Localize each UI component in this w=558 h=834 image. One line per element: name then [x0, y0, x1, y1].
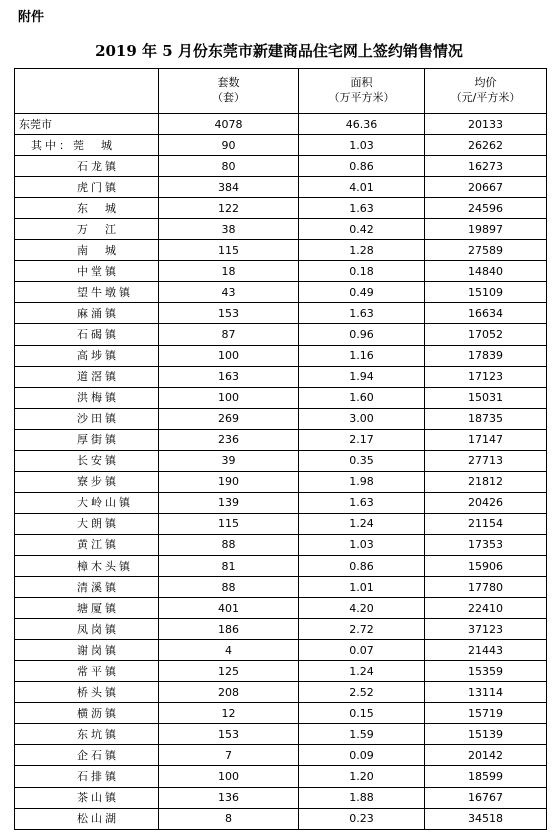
- district-name-cell: 其中：莞 城: [15, 135, 159, 156]
- units-cell: 88: [159, 577, 299, 598]
- area-cell: 2.72: [299, 619, 425, 640]
- table-row: [15, 324, 547, 345]
- area-cell: 1.63: [299, 198, 425, 219]
- table-row: [15, 156, 547, 177]
- area-cell: 2.52: [299, 682, 425, 703]
- district-name-cell: 清溪镇: [15, 577, 159, 598]
- page-title: 2019 年 5 月份东莞市新建商品住宅网上签约销售情况: [95, 42, 463, 60]
- area-cell: 1.24: [299, 513, 425, 534]
- table-row: [15, 471, 547, 492]
- column-header-units-label: 套数: [217, 76, 240, 90]
- district-name-cell: 望牛墩镇: [15, 282, 159, 303]
- avg-price-cell: 17052: [425, 324, 547, 345]
- area-cell: 4.20: [299, 598, 425, 619]
- district-name-cell: 茶山镇: [15, 787, 159, 808]
- units-cell: 100: [159, 387, 299, 408]
- district-name-cell: 东 城: [15, 198, 159, 219]
- avg-price-cell: 14840: [425, 261, 547, 282]
- table-row: [15, 198, 547, 219]
- units-cell: 12: [159, 703, 299, 724]
- district-name-cell: 石碣镇: [15, 324, 159, 345]
- sales-table: [14, 68, 547, 830]
- avg-price-cell: 34518: [425, 808, 547, 829]
- units-cell: 90: [159, 135, 299, 156]
- units-cell: 236: [159, 429, 299, 450]
- district-name-cell: 横沥镇: [15, 703, 159, 724]
- avg-price-cell: 17123: [425, 366, 547, 387]
- units-cell: 100: [159, 766, 299, 787]
- units-cell: 4: [159, 640, 299, 661]
- district-name-cell: 麻涌镇: [15, 303, 159, 324]
- area-cell: 1.03: [299, 135, 425, 156]
- column-header-units: [159, 69, 299, 114]
- area-cell: 1.20: [299, 766, 425, 787]
- area-cell: 0.15: [299, 703, 425, 724]
- area-cell: 1.03: [299, 534, 425, 555]
- column-header-district: [15, 69, 159, 114]
- units-cell: 384: [159, 177, 299, 198]
- district-name-cell: 寮步镇: [15, 471, 159, 492]
- avg-price-cell: 15031: [425, 387, 547, 408]
- district-name-cell: 南 城: [15, 240, 159, 261]
- district-name-cell: 中堂镇: [15, 261, 159, 282]
- avg-price-cell: 17780: [425, 577, 547, 598]
- units-cell: 401: [159, 598, 299, 619]
- district-name-cell: 石龙镇: [15, 156, 159, 177]
- table-header-row: [15, 69, 547, 114]
- area-cell: 0.42: [299, 219, 425, 240]
- table-row: [15, 492, 547, 513]
- avg-price-cell: 20133: [425, 114, 547, 135]
- table-row: [15, 450, 547, 471]
- area-cell: 46.36: [299, 114, 425, 135]
- district-name-cell: 洪梅镇: [15, 387, 159, 408]
- district-name-cell: 东莞市: [15, 114, 159, 135]
- area-cell: 0.49: [299, 282, 425, 303]
- district-name-cell: 企石镇: [15, 745, 159, 766]
- district-name-cell: 松山湖: [15, 808, 159, 829]
- column-header-area-unit: （万平方米）: [328, 91, 395, 104]
- area-cell: 1.59: [299, 724, 425, 745]
- table-row: [15, 408, 547, 429]
- table-row: [15, 114, 547, 135]
- area-cell: 1.60: [299, 387, 425, 408]
- column-header-area: [299, 69, 425, 114]
- area-cell: 1.24: [299, 661, 425, 682]
- column-header-area-label: 面积: [350, 76, 373, 90]
- avg-price-cell: 21443: [425, 640, 547, 661]
- units-cell: 269: [159, 408, 299, 429]
- district-name-cell: 黄江镇: [15, 534, 159, 555]
- avg-price-cell: 16634: [425, 303, 547, 324]
- avg-price-cell: 22410: [425, 598, 547, 619]
- units-cell: 122: [159, 198, 299, 219]
- district-name-cell: 塘厦镇: [15, 598, 159, 619]
- avg-price-cell: 16767: [425, 787, 547, 808]
- units-cell: 115: [159, 240, 299, 261]
- table-row: [15, 640, 547, 661]
- district-name-cell: 虎门镇: [15, 177, 159, 198]
- area-cell: 0.18: [299, 261, 425, 282]
- table-row: [15, 598, 547, 619]
- district-name-cell: 长安镇: [15, 450, 159, 471]
- avg-price-cell: 27589: [425, 240, 547, 261]
- avg-price-cell: 15109: [425, 282, 547, 303]
- avg-price-cell: 15139: [425, 724, 547, 745]
- district-name-cell: 高埗镇: [15, 345, 159, 366]
- district-name-cell: 常平镇: [15, 661, 159, 682]
- table-row: [15, 745, 547, 766]
- area-cell: 1.28: [299, 240, 425, 261]
- table-row: [15, 682, 547, 703]
- avg-price-cell: 20426: [425, 492, 547, 513]
- units-cell: 8: [159, 808, 299, 829]
- avg-price-cell: 17353: [425, 534, 547, 555]
- table-row: [15, 703, 547, 724]
- avg-price-cell: 27713: [425, 450, 547, 471]
- table-row: [15, 240, 547, 261]
- avg-price-cell: 13114: [425, 682, 547, 703]
- table-row: [15, 135, 547, 156]
- units-cell: 38: [159, 219, 299, 240]
- units-cell: 190: [159, 471, 299, 492]
- table-row: [15, 282, 547, 303]
- avg-price-cell: 17839: [425, 345, 547, 366]
- avg-price-cell: 18735: [425, 408, 547, 429]
- area-cell: 1.01: [299, 577, 425, 598]
- area-cell: 0.23: [299, 808, 425, 829]
- table-row: [15, 177, 547, 198]
- units-cell: 163: [159, 366, 299, 387]
- units-cell: 7: [159, 745, 299, 766]
- area-cell: 1.63: [299, 492, 425, 513]
- avg-price-cell: 15906: [425, 555, 547, 576]
- table-row: [15, 724, 547, 745]
- avg-price-cell: 15719: [425, 703, 547, 724]
- table-row: [15, 661, 547, 682]
- table-row: [15, 429, 547, 450]
- area-cell: 0.35: [299, 450, 425, 471]
- area-cell: 1.94: [299, 366, 425, 387]
- table-row: [15, 303, 547, 324]
- area-cell: 3.00: [299, 408, 425, 429]
- table-row: [15, 261, 547, 282]
- units-cell: 100: [159, 345, 299, 366]
- area-cell: 0.07: [299, 640, 425, 661]
- table-row: [15, 808, 547, 829]
- district-name-cell: 东坑镇: [15, 724, 159, 745]
- district-name-cell: 道滘镇: [15, 366, 159, 387]
- avg-price-cell: 19897: [425, 219, 547, 240]
- area-cell: 0.86: [299, 156, 425, 177]
- district-name-cell: 石排镇: [15, 766, 159, 787]
- avg-price-cell: 21154: [425, 513, 547, 534]
- avg-price-cell: 17147: [425, 429, 547, 450]
- units-cell: 153: [159, 724, 299, 745]
- district-name-cell: 大朗镇: [15, 513, 159, 534]
- area-cell: 0.86: [299, 555, 425, 576]
- units-cell: 125: [159, 661, 299, 682]
- table-row: [15, 619, 547, 640]
- units-cell: 87: [159, 324, 299, 345]
- units-cell: 80: [159, 156, 299, 177]
- attachment-label: 附件: [18, 10, 45, 25]
- units-cell: 139: [159, 492, 299, 513]
- district-name-cell: 大岭山镇: [15, 492, 159, 513]
- area-cell: 1.88: [299, 787, 425, 808]
- district-name-cell: 厚街镇: [15, 429, 159, 450]
- area-cell: 0.96: [299, 324, 425, 345]
- district-name-cell: 樟木头镇: [15, 555, 159, 576]
- avg-price-cell: 26262: [425, 135, 547, 156]
- area-cell: 1.63: [299, 303, 425, 324]
- district-name-cell: 沙田镇: [15, 408, 159, 429]
- units-cell: 43: [159, 282, 299, 303]
- district-name-cell: 万 江: [15, 219, 159, 240]
- table-row: [15, 555, 547, 576]
- area-cell: 1.16: [299, 345, 425, 366]
- table-body: [15, 114, 547, 830]
- units-cell: 153: [159, 303, 299, 324]
- column-header-price: [425, 69, 547, 114]
- avg-price-cell: 21812: [425, 471, 547, 492]
- column-header-units-unit: （套）: [212, 91, 245, 104]
- area-cell: 4.01: [299, 177, 425, 198]
- avg-price-cell: 20667: [425, 177, 547, 198]
- column-header-price-label: 均价: [474, 76, 497, 90]
- table-row: [15, 534, 547, 555]
- district-name-cell: 凤岗镇: [15, 619, 159, 640]
- units-cell: 4078: [159, 114, 299, 135]
- column-header-price-unit: （元/平方米）: [450, 91, 521, 104]
- district-name-cell: 谢岗镇: [15, 640, 159, 661]
- units-cell: 136: [159, 787, 299, 808]
- units-cell: 208: [159, 682, 299, 703]
- avg-price-cell: 37123: [425, 619, 547, 640]
- table-row: [15, 766, 547, 787]
- units-cell: 81: [159, 555, 299, 576]
- table-row: [15, 345, 547, 366]
- area-cell: 0.09: [299, 745, 425, 766]
- units-cell: 39: [159, 450, 299, 471]
- table-row: [15, 219, 547, 240]
- area-cell: 2.17: [299, 429, 425, 450]
- area-cell: 1.98: [299, 471, 425, 492]
- avg-price-cell: 24596: [425, 198, 547, 219]
- table-row: [15, 366, 547, 387]
- table-row: [15, 577, 547, 598]
- table-row: [15, 513, 547, 534]
- avg-price-cell: 16273: [425, 156, 547, 177]
- district-name-cell: 桥头镇: [15, 682, 159, 703]
- units-cell: 88: [159, 534, 299, 555]
- units-cell: 18: [159, 261, 299, 282]
- avg-price-cell: 15359: [425, 661, 547, 682]
- avg-price-cell: 18599: [425, 766, 547, 787]
- table-row: [15, 787, 547, 808]
- units-cell: 115: [159, 513, 299, 534]
- units-cell: 186: [159, 619, 299, 640]
- avg-price-cell: 20142: [425, 745, 547, 766]
- table-row: [15, 387, 547, 408]
